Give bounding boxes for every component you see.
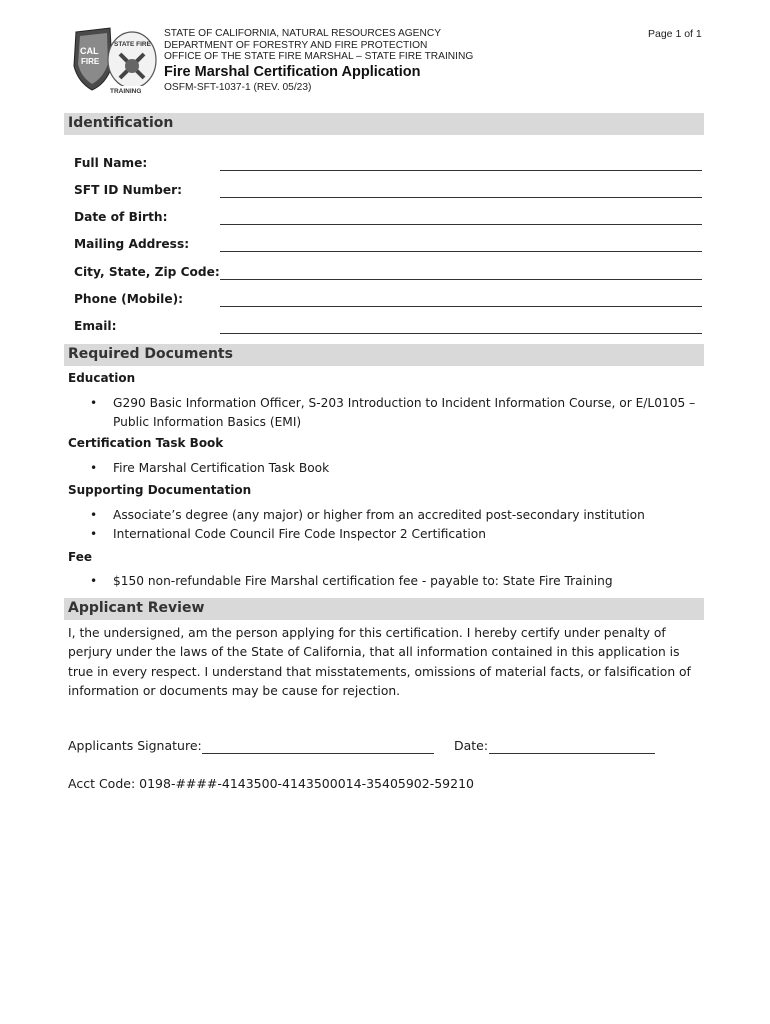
phone-input-line[interactable] (220, 306, 702, 307)
account-code: Acct Code: 0198-####-4143500-4143500014-35405902-59210 (68, 776, 474, 791)
mailing-address-input-line[interactable] (220, 251, 702, 252)
list-item-text: G290 Basic Information Officer, S-203 Introduction to Incident Information Course, or E/L0105 – Public Information Basics (EMI) (113, 396, 696, 429)
list-item-text: $150 non-refundable Fire Marshal certification fee - payable to: State Fire Training (113, 574, 613, 588)
full-name-input-line[interactable] (220, 170, 702, 171)
section-identification (64, 113, 704, 135)
list-item (90, 525, 710, 544)
bullet-icon: • (90, 574, 98, 588)
sft-id-input-line[interactable] (220, 197, 702, 198)
field-label: Email: (74, 319, 117, 333)
field-label: Phone (Mobile): (74, 292, 184, 306)
section-heading: Identification (68, 115, 174, 131)
date-label: Date: (454, 738, 489, 753)
form-number: OSFM-SFT-1037-1 (REV. 05/23) (164, 82, 312, 93)
bullet-icon: • (90, 527, 98, 541)
cal-fire-state-fire-training-logo (70, 26, 160, 96)
bullet-icon: • (90, 461, 98, 475)
field-label: SFT ID Number: (74, 183, 183, 197)
field-label: Full Name: (74, 156, 148, 170)
list-item-text: International Code Council Fire Code Inspector 2 Certification (113, 527, 486, 541)
email-field[interactable] (74, 317, 704, 339)
certification-statement: I, the undersigned, am the person applying for this certification. I hereby certify under penalty of perjury under the laws of the State of California, that all information contained in this application is true in every respect. I understand that misstatements, omissions of material facts, or falsification of information or documents may be cause for rejection. (68, 626, 691, 699)
education-heading: Education (68, 371, 136, 385)
date-input-line[interactable] (489, 753, 655, 754)
list-item (90, 572, 710, 591)
agency-line: OFFICE OF THE STATE FIRE MARSHAL – STATE FIRE TRAINING (164, 51, 474, 62)
sft-id-field[interactable] (74, 181, 704, 203)
agency-block (164, 28, 473, 63)
document-header (0, 0, 770, 110)
list-item (90, 506, 710, 525)
task-book-heading: Certification Task Book (68, 436, 224, 450)
phone-field[interactable] (74, 290, 704, 312)
field-label: Date of Birth: (74, 210, 168, 224)
bullet-icon: • (90, 396, 98, 410)
email-input-line[interactable] (220, 333, 702, 334)
field-label: City, State, Zip Code: (74, 265, 220, 279)
city-state-zip-input-line[interactable] (220, 279, 702, 280)
section-heading: Applicant Review (68, 600, 205, 616)
svg-text:STATE FIRE: STATE FIRE (114, 41, 151, 48)
page-number: Page 1 of 1 (648, 28, 702, 40)
section-required-documents (64, 344, 704, 366)
signature-row (68, 738, 708, 760)
form-title: Fire Marshal Certification Application (164, 64, 421, 80)
bullet-icon: • (90, 508, 98, 522)
date-of-birth-field[interactable] (74, 208, 704, 230)
section-heading: Required Documents (68, 346, 233, 362)
section-applicant-review (64, 598, 704, 620)
list-item (90, 394, 710, 432)
svg-text:CAL: CAL (80, 46, 99, 56)
mailing-address-field[interactable] (74, 235, 704, 257)
agency-line: STATE OF CALIFORNIA, NATURAL RESOURCES AGENCY (164, 28, 441, 39)
signature-label: Applicants Signature: (68, 738, 202, 753)
svg-text:FIRE: FIRE (81, 57, 100, 66)
full-name-field[interactable] (74, 154, 704, 176)
svg-text:TRAINING: TRAINING (110, 88, 142, 95)
list-item (90, 459, 710, 478)
supporting-documentation-heading: Supporting Documentation (68, 483, 252, 497)
list-item-text: Fire Marshal Certification Task Book (113, 461, 330, 475)
date-of-birth-input-line[interactable] (220, 224, 702, 225)
agency-line: DEPARTMENT OF FORESTRY AND FIRE PROTECTION (164, 39, 428, 51)
field-label: Mailing Address: (74, 237, 190, 251)
city-state-zip-field[interactable] (74, 263, 704, 285)
signature-input-line[interactable] (202, 753, 434, 754)
list-item-text: Associate’s degree (any major) or higher from an accredited post-secondary institution (113, 508, 645, 522)
fee-heading: Fee (68, 550, 92, 564)
